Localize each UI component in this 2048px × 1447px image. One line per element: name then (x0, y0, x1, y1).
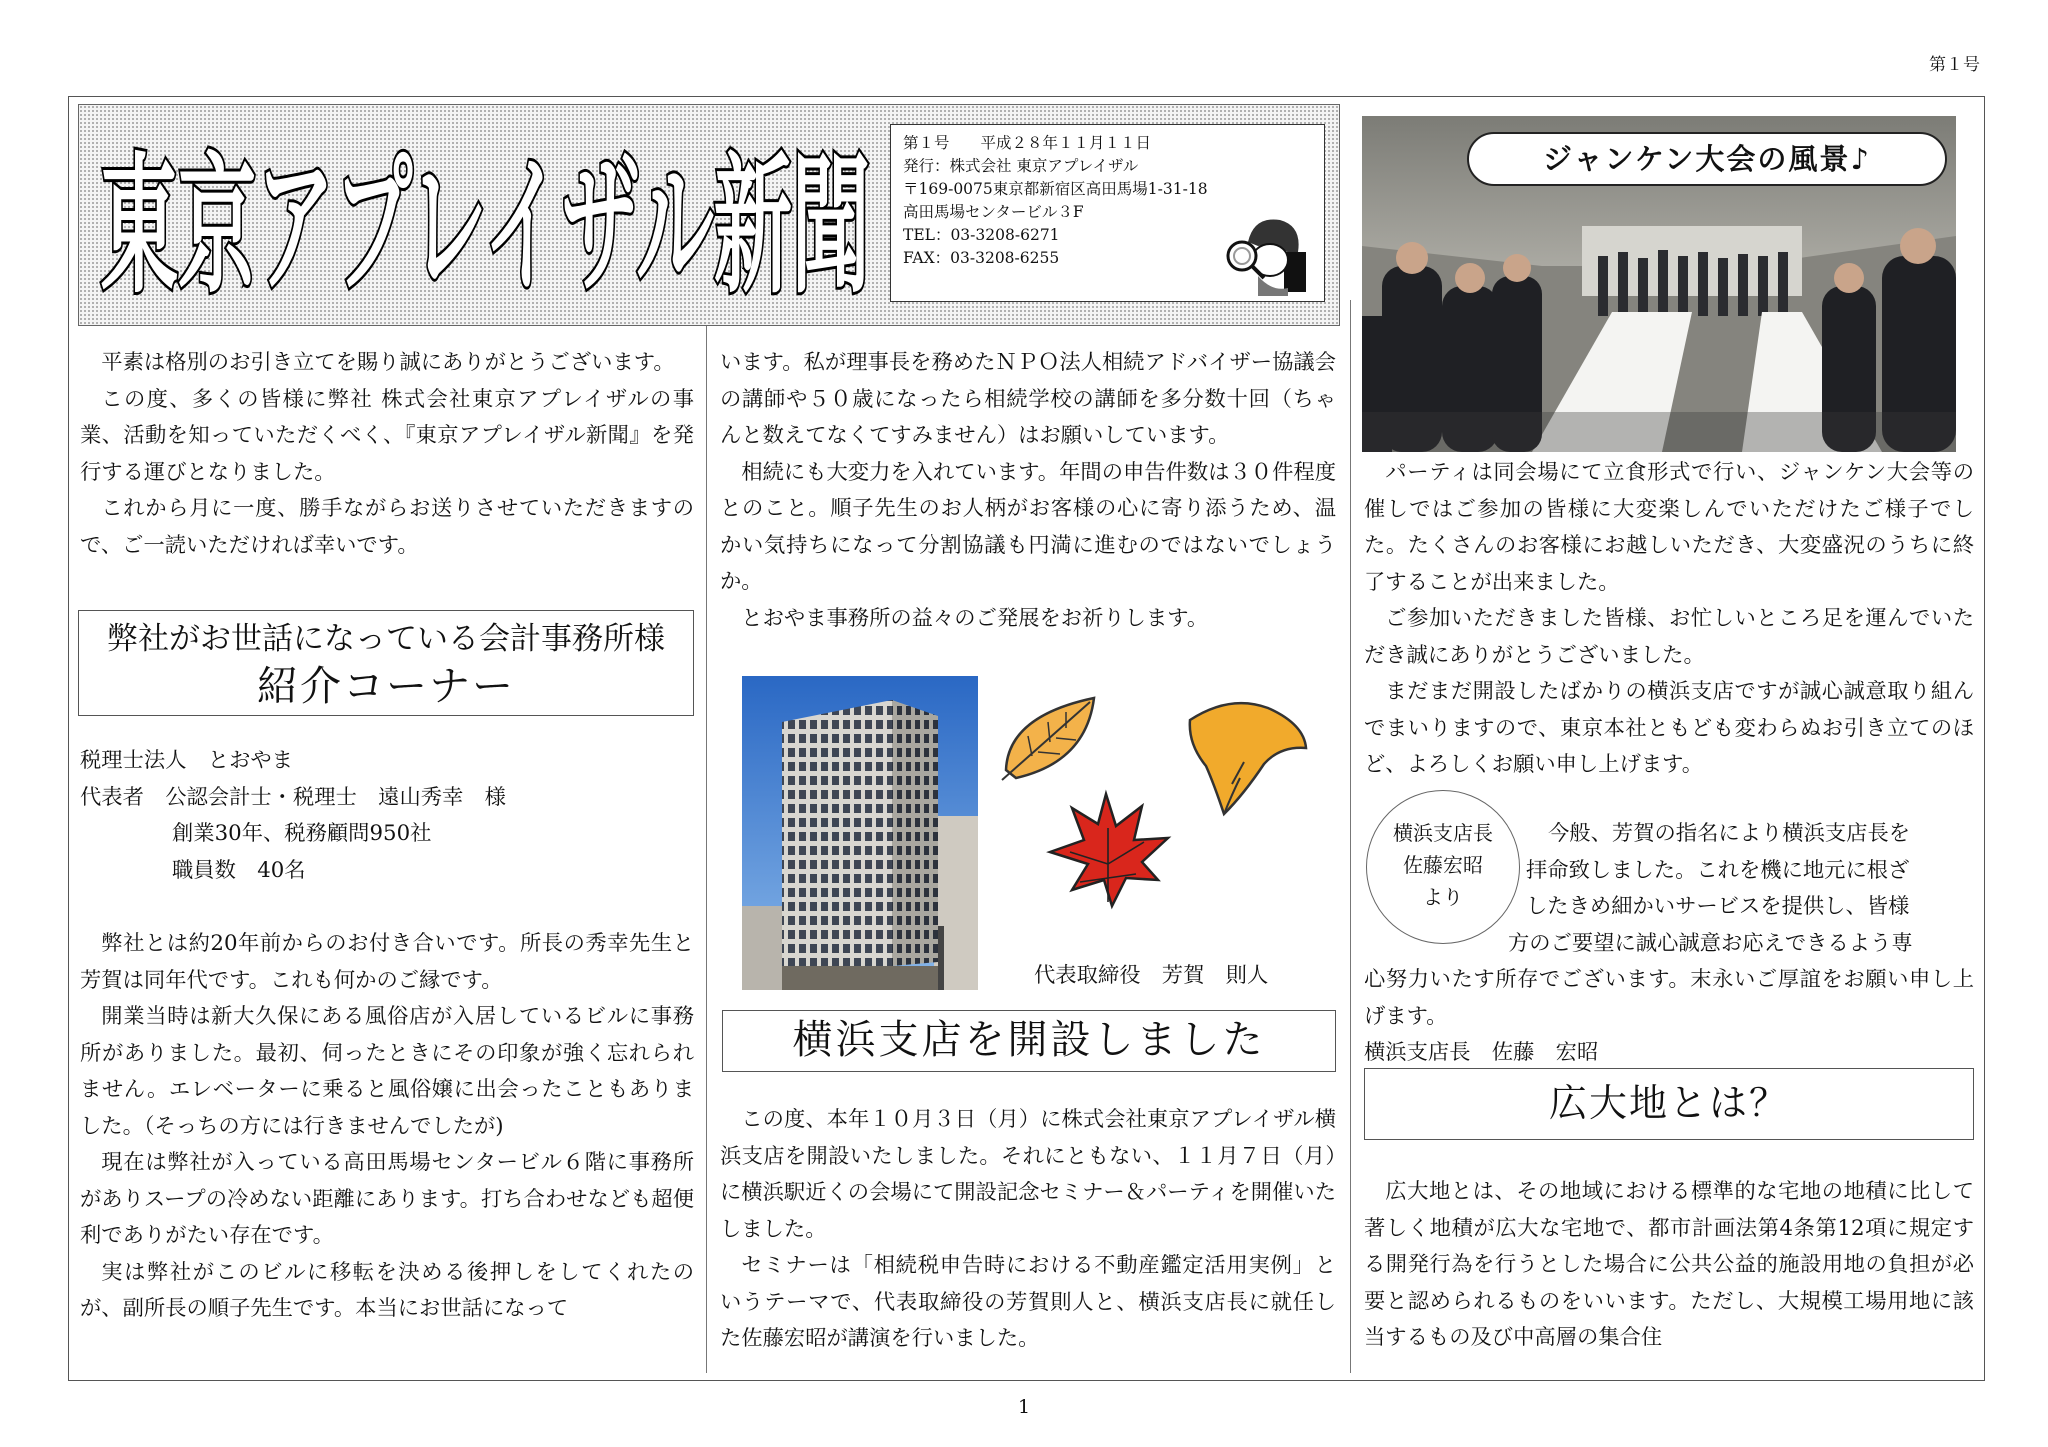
article-paragraph: 相続にも大変力を入れています。年間の申告件数は３０件程度とのこと。順子先生のお人柄がお客様の心に寄り添うため、温かい気持ちになって分割協議も円満に進むのではないでしょうか。 (720, 459, 1336, 594)
article-paragraph: 広大地とは、その地域における標準的な宅地の地積に比して著しく地積が広大な宅地で、都市計画法第4条第12項に規定する開発行為を行うとした場合に公共公益的施設用地の負担が必要と認められるものをいいます。ただし、大規模工場用地に該当するもの及び中高層の集合住 (1364, 1179, 1974, 1350)
branch-opening-heading-box (722, 1010, 1336, 1072)
feature-heading-line1: 弊社がお世話になっている会計事務所様 (107, 621, 665, 657)
stamp-line: より (1423, 885, 1463, 909)
info-line-issue-date: 第１号 平成２８年１１月１１日 (903, 134, 1152, 152)
article-signature: 代表取締役 芳賀 則人 (1034, 963, 1269, 988)
info-line-building: 高田馬場センタービル３F (903, 203, 1084, 221)
party-report (1364, 455, 1974, 784)
column-divider (1350, 300, 1351, 1373)
article-paragraph: この度、本年１０月３日（月）に株式会社東京アプレイザル横浜支店を開設いたしました。それにともない、１１月７日（月）に横浜駅近くの会場にて開設記念セミナー＆パーティを開催いたしました。 (720, 1107, 1336, 1242)
firm-staff: 職員数 40名 (172, 857, 306, 883)
message-line: したきめ細かいサービスを提供し、皆様 (1526, 894, 1910, 919)
article-paragraph: とおやま事務所の益々のご発展をお祈りします。 (741, 605, 1209, 631)
stamp-line: 横浜支店長 (1393, 821, 1493, 845)
article-paragraph: 弊社とは約20年前からのお付き合いです。所長の秀幸先生と芳賀は同年代です。これも何かのご縁です。 (80, 931, 694, 993)
firm-founded: 創業30年、税務顧問950社 (172, 821, 432, 846)
message-line: 拝命致しました。これを機に地元に根ざ (1526, 857, 1910, 883)
masthead-title-text: 東京アプレイザル新聞 (100, 140, 870, 314)
message-line: 今般、芳賀の指名により横浜支店長を (1548, 821, 1911, 846)
article-paragraph: パーティは同会場にて立食形式で行い、ジャンケン大会等の催しではご参加の皆様に大変楽しんでいただけたご様子でした。たくさんのお客様にお越しいただき、大変盛況のうちに終了することが出来ました。 (1364, 460, 1974, 595)
ginkgo-leaf-icon (1190, 703, 1306, 814)
issue-label: 第１号 (1929, 55, 1980, 75)
page-number: 1 (1018, 1396, 1031, 1418)
koudaichi-heading: 広大地とは？ (1548, 1081, 1789, 1125)
message-signature: 横浜支店長 佐藤 宏昭 (1364, 1040, 1599, 1065)
greeting-paragraph: この度、多くの皆様に弊社 株式会社東京アプレイザルの事業、活動を知っていただくべく、『東京アプレイザル新聞』を発行する運びとなりました。 (80, 386, 694, 485)
photo-caption-banner: ジャンケン大会の風景♪ (1467, 132, 1947, 186)
column-divider (706, 300, 707, 1373)
firm-article (80, 926, 694, 1328)
firm-profile (80, 743, 694, 889)
info-line-publisher: 発行：株式会社 東京アプレイザル (903, 157, 1139, 175)
branch-opening-heading: 横浜支店を開設しました (792, 1017, 1266, 1063)
greeting-paragraph: これから月に一度、勝手ながらお送りさせていただきますので、ご一読いただければ幸いです。 (80, 496, 694, 558)
leaf-icon (1002, 698, 1094, 780)
firm-article-continued (720, 345, 1336, 637)
branch-manager-message (1364, 816, 1974, 1072)
detective-mascot-icon (1218, 212, 1310, 296)
greeting-paragraph: 平素は格別のお引き立てを賜り誠にありがとうございます。 (101, 350, 675, 375)
article-paragraph: 開業当時は新大久保にある風俗店が入居しているビルに事務所がありました。最初、伺ったときにその印象が強く忘れられません。エレベーターに乗ると風俗嬢に出会ったこともありました。（そっちの方には行きませんでしたが) (80, 1004, 694, 1139)
greeting-text (80, 345, 694, 564)
stamp-line: 佐藤宏昭 (1403, 853, 1483, 877)
party-photo (1362, 116, 1956, 452)
article-paragraph: まだまだ開設したばかりの横浜支店ですが誠心誠意取り組んでまいりますので、東京本社ともども変わらぬお引き立てのほど、よろしくお願い申し上げます。 (1364, 679, 1974, 777)
masthead-title (96, 108, 876, 318)
article-paragraph: ご参加いただきました皆様、お忙しいところ足を運んでいただき誠にありがとうございました。 (1364, 606, 1974, 668)
autumn-leaves-illustration (994, 690, 1324, 920)
message-line: 方のご要望に誠心誠意お応えできるよう専 (1508, 930, 1913, 956)
firm-name: 税理士法人 とおやま (80, 748, 293, 773)
article-paragraph: 現在は弊社が入っている高田馬場センタービル６階に事務所がありスープの冷めない距離にあります。打ち合わせなども超便利でありがたい存在です。 (80, 1150, 694, 1248)
feature-heading-line2: 紹介コーナー (257, 662, 515, 710)
info-line-address: 〒169-0075東京都新宿区高田馬場1-31-18 (903, 180, 1208, 198)
koudaichi-article (1364, 1174, 1974, 1357)
article-paragraph: います。私が理事長を務めたＮＰＯ法人相続アドバイザー協議会の講師や５０歳になったら相続学校の講師を多分数十回（ちゃんと数えてなくてすみません）はお願いしています。 (720, 350, 1336, 448)
message-paragraph: 心努力いたす所存でございます。末永いご厚誼をお願い申し上げます。 (1364, 967, 1974, 1029)
info-line-tel: TEL：03-3208-6271 (903, 226, 1060, 244)
office-building-photo (742, 676, 978, 990)
branch-opening-article (720, 1102, 1336, 1358)
firm-representative: 代表者 公認会計士・税理士 遠山秀幸 様 (80, 784, 506, 810)
feature-heading-box (78, 610, 694, 716)
article-paragraph: 実は弊社がこのビルに移転を決める後押しをしてくれたのが、副所長の順子先生です。本当にお世話になって (80, 1259, 694, 1321)
maple-leaf-icon (1050, 794, 1168, 906)
koudaichi-heading-box (1364, 1068, 1974, 1140)
article-paragraph: セミナーは「相続税申告時における不動産鑑定活用実例」というテーマで、代表取締役の芳賀則人と、横浜支店長に就任した佐藤宏昭が講演を行いました。 (720, 1253, 1336, 1351)
info-line-fax: FAX：03-3208-6255 (903, 249, 1060, 267)
